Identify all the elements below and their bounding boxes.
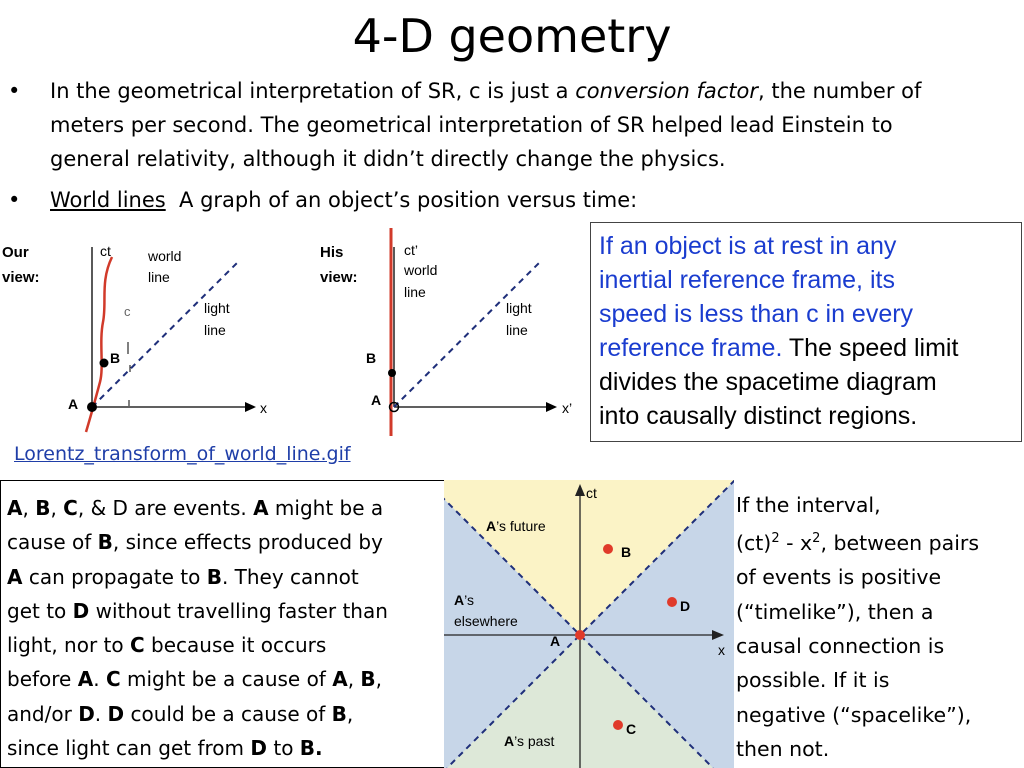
callout-blue-line-3: speed is less than c in every xyxy=(599,300,914,328)
world-lines-link[interactable]: World lines xyxy=(50,188,166,212)
his-ct-label: ct’ xyxy=(404,242,418,258)
cone-event-b-label: B xyxy=(621,544,632,560)
events-lines xyxy=(7,491,451,765)
bullet-world-lines xyxy=(8,183,1008,217)
events-line-6: before A. C might be a cause of A, B, xyxy=(7,667,383,692)
events-line-5: light, nor to C because it occurs xyxy=(7,633,327,658)
interval-line-4: (“timelike”), then a xyxy=(736,599,934,624)
bullet2-text: A graph of an object’s position versus time: xyxy=(165,188,638,212)
our-light-line-label-1: light xyxy=(204,300,230,316)
our-light-line-label-2: line xyxy=(204,322,226,338)
our-mark-c: c xyxy=(124,304,131,319)
our-ct-label: ct xyxy=(100,243,111,259)
his-light-line-label-2: line xyxy=(506,322,528,338)
our-view-label-2: view: xyxy=(2,269,40,286)
our-x-label: x xyxy=(260,400,267,416)
bullet-conversion-factor xyxy=(8,74,1008,176)
our-x-axis-arrow xyxy=(245,402,256,412)
his-x-label: x’ xyxy=(562,400,573,416)
his-event-b-dot xyxy=(388,369,396,377)
cone-future-label: A’s future xyxy=(486,518,546,534)
events-explanation-box xyxy=(0,480,458,768)
cone-elsewhere-label: A’s xyxy=(454,592,474,608)
interval-line-7: negative (“spacelike”), xyxy=(736,702,972,727)
our-event-b-dot xyxy=(100,359,109,368)
his-view-diagram xyxy=(320,228,572,436)
cone-event-a-dot xyxy=(575,630,585,640)
cone-x-label: x xyxy=(718,642,725,658)
interval-line-8: then not. xyxy=(736,736,830,761)
callout-blue-line-1: If an object is at rest in any xyxy=(599,232,897,260)
callout-black-tail: The speed limit xyxy=(782,334,959,362)
his-event-a-label: A xyxy=(371,392,382,408)
cone-past-label: A’s past xyxy=(504,733,555,749)
cone-event-d-dot xyxy=(667,597,677,607)
bullet1-text-post: , the number of xyxy=(758,79,922,103)
events-line-8: since light can get from D to B. xyxy=(7,736,323,761)
cone-event-c-label: C xyxy=(626,721,637,737)
callout-blue-line-2: inertial reference frame, its xyxy=(599,266,895,294)
our-world-line-label-1: world xyxy=(148,248,182,264)
bullet1-emphasis: conversion factor xyxy=(575,79,759,103)
his-light-line-label-1: light xyxy=(506,300,532,316)
speed-limit-callout xyxy=(590,222,1022,442)
bullet-marker: • xyxy=(8,188,21,212)
light-cone-diagram xyxy=(444,480,734,768)
his-world-line-label-2: line xyxy=(404,284,426,300)
interval-line-1: If the interval, xyxy=(736,493,881,517)
callout-blue-line-4: reference frame. xyxy=(599,334,783,362)
bullet1-line3: general relativity, although it didn’t directly change the physics. xyxy=(50,147,726,171)
his-world-line-label-1: world xyxy=(404,262,438,278)
interval-line-2: $(ct)^2 - x^2$, between pairs xyxy=(736,531,980,556)
cone-ct-label: ct xyxy=(586,485,597,501)
interval-line-6: possible. If it is xyxy=(736,668,890,693)
cone-event-d-label: D xyxy=(680,598,691,614)
bullet-marker: • xyxy=(8,79,21,103)
interval-explanation xyxy=(736,488,1024,766)
interval-line-5: causal connection is xyxy=(736,634,945,659)
our-view-diagram xyxy=(2,243,267,432)
his-x-axis-arrow xyxy=(546,402,557,412)
bullet1-line2: meters per second. The geometrical interpretation of SR helped lead Einstein to xyxy=(50,113,893,137)
our-event-a-dot xyxy=(87,402,97,412)
interval-line-3: of events is positive xyxy=(736,565,942,590)
his-event-b-label: B xyxy=(366,350,377,366)
events-line-3: A can propagate to B. They cannot xyxy=(7,564,359,589)
gif-file-link[interactable]: Lorentz_transform_of_world_line.gif xyxy=(14,443,351,465)
slide-title: 4-D geometry xyxy=(352,9,672,63)
cone-event-c-dot xyxy=(613,720,623,730)
our-event-a-label: A xyxy=(68,396,79,412)
his-view-label-2: view: xyxy=(320,269,358,286)
his-view-label-1: His xyxy=(320,244,344,261)
bullet1-text-pre: In the geometrical interpretation of SR, c is just a xyxy=(50,79,576,103)
our-view-label-1: Our xyxy=(2,244,29,261)
our-world-line-label-2: line xyxy=(148,269,170,285)
events-line-7: and/or D. D could be a cause of B, xyxy=(7,701,354,726)
cone-elsewhere-label-2: elsewhere xyxy=(454,613,518,629)
events-line-1: A, B, C, & D are events. A might be a xyxy=(7,496,384,520)
cone-event-b-dot xyxy=(603,544,613,554)
our-event-b-label: B xyxy=(110,350,121,366)
callout-black-line-2: into causally distinct regions. xyxy=(599,402,918,430)
callout-black-line-1: divides the spacetime diagram xyxy=(599,368,937,396)
world-line-diagrams xyxy=(0,222,590,442)
events-line-2: cause of B, since effects produced by xyxy=(7,530,383,555)
cone-event-a-label: A xyxy=(550,633,561,649)
events-line-4: get to D without travelling faster than xyxy=(7,598,388,623)
